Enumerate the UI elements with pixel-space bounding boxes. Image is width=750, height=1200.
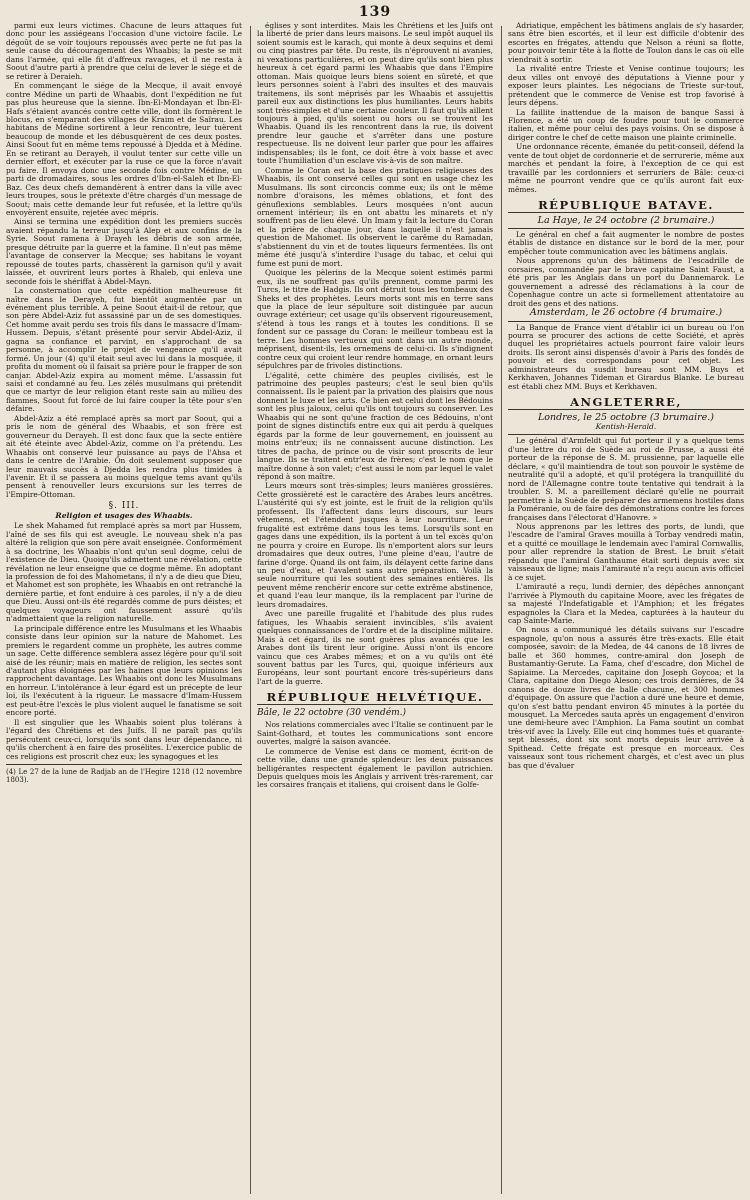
- paragraph: Nos relations commerciales avec l'Italie se continuent par le Saint-Gothard, et toutes les communications sont encore ouvertes, malgré la saison avancée.: [257, 720, 493, 747]
- paragraph: La rivalité entre Trieste et Venise continue toujours; les deux villes ont envoyé des députations à Vienne pour y exposer leurs plaintes. Les négocians de Trieste sur-tout, prétendent que le commerce de Venise est trop favorisé à leurs dépens.: [508, 64, 744, 108]
- paragraph: La faillite inattendue de la maison de banque Sassi à Florence, a été un coup de foudre pour tout le commerce italien, et même pour celui des pays voisins. On se dispose à diriger contre le chef de cette maison une plainte criminelle.: [508, 107, 744, 142]
- paragraph: Avec une pareille frugalité et l'habitude des plus rudes fatigues, les Whaabis seraient invincibles, s'ils avaient quelques connaissances de l'ordre et de la discipline militaire. Mais à cet égard, ils ne sont guères plus avancés que les Arabes dont ils tirent leur origine. Aussi n'ont ils encore vaincu que ces Arabes mêmes; et on a vu qu'ils ont été souvent battus par les Turcs, qui, quoique inférieurs aux Européans, leur sont pourtant encore très-supérieurs dans l'art de la guerre.: [257, 609, 493, 686]
- paragraph: Adriatique, empêchent les bâtimens anglais de s'y hasarder, sans être bien escortés, et il leur est difficile d'obtenir des escortes en frégates, attendu que Nelson a réuni sa flotte, pour pouvoir tenir tête à la flotte de Toulon dans le cas où elle viendrait à sortir.: [508, 22, 744, 64]
- footnote: (4) Le 27 de la lune de Radjab an de l'Hegire 1218 (12 novembre 1803).: [6, 767, 242, 785]
- dateline: Bâle, le 22 octobre (30 vendém.): [257, 707, 407, 718]
- paragraph: Abdel-Aziz a été remplacé après sa mort par Soout, qui a pris le nom de général des Whaabis, et son frère est gouverneur du Derayeh. Il est donc faux que la secte entière ait été éteinte avec Abdel-Aziz, comme on l'a prétendu. Les Whaabis ont conservé leur puissance au pays de l'Ahsa et dans le centre de l'Arabie. On doit seulement supposer que leur mauvais succès à Djedda les rendra plus timides à l'avenir. Et il se passera au moins quelque tems avant qu'ils pensent à renouveller leurs excursions sur les terres de l'Empire-Ottoman.: [6, 413, 242, 499]
- column-middle: [257, 22, 493, 1194]
- paragraph: L'égalité, cette chimère des peuples civilisés, est le patrimoine des peuples pasteurs; c'est le seul bien qu'ils connaissent. Ils le paient par la privation des plaisirs que nous donnent le luxe et les arts. Ce bien est celui dont les Bédouins sont les plus jaloux, celui qu'ils ont toujours su conserver. Les Whaabis qui ne sont qu'une fraction de ces Bédouins, n'ont point de signes distinctifs entre eux qui ait perdu à quelques égards par la forme de leur gouvernement, en jouissent au moins entr'eux; ils ne connaissent aucune distinction. Les titres de pacha, de prince ou de visir sont proscrits de leur langue. Ils se traitent entr'eux de frères; c'est le nom que le maître donne à son valet; c'est aussi le nom par lequel le valet répond à son maître.: [257, 370, 493, 482]
- paragraph: Le commerce de Venise est dans ce moment, écrit-on de cette ville, dans une grande splendeur: les deux puissances belligérantes respectent également le pavillon autrichien. Depuis quelques mois les Anglais y arrivent très-rarement, car les corsaires français et italiens, qui croisent dans le Golfe-: [257, 746, 493, 790]
- footnote-rule: [6, 764, 242, 765]
- paragraph: On nous a communiqué les détails suivans sur l'escadre espagnole, qu'on nous a assurés être très-exacts. Elle était composée, savoir: de la Medea, de 44 canons de 18 livres de balle et 360 hommes, contre-amiral don Joseph de Bustamantiy-Gerute. La Fama, chef d'escadre, don Michel de Sapiaime. La Mercedes, capitaine don Joseph Goycoa; et la Clara, capitaine don Diego Aleson; ces trois dernières, de 34 canons de douze livres de balle chacune, et 300 hommes d'équipage. On assure que l'action a duré une heure et demie, qu'on s'est battu pendant environ 45 minutes à la portée du mousquet. La Mercedes sauta après un engagement d'environ une demi-heure avec l'Amphion. La Fama soutint un combat très-vif avec la Lively. Elle eut cinq hommes tués et quarante-sept blessés, dont six sont morts depuis leur arrivée à Spithead. Cette frégate est presque en morceaux. Ces vaisseaux sont tous richement chargés, et c'est avec un plus bas que d'évaluer: [508, 625, 744, 770]
- paragraph: églises y sont interdites. Mais les Chrétiens et les Juifs ont la liberté de prier dans leurs maisons. Le seul impôt auquel ils soient soumis est le karach, qui monte à deux sequins et demi ou cinq piastres par tête. Du reste, ils n'éprouvent ni avanies, ni vexations particulières, et on peut dire qu'ils sont bien plus heureux à cet égard parmi les Whaabis que dans l'Empire ottoman. Mais quoique leurs biens soient en sûreté, et que leurs personnes soient à l'abri des insultes et des mauvais traitemens, ils sont méprisés par les Whaabis et assujettis pareil eux aux distinctions les plus humiliantes. Leurs habits sont très-simples et d'une certaine couleur. Il faut qu'ils aillent toujours à pied, qu'ils soient ou hors ou se trouvent les Whaabis. Quand ils les rencontrent dans la rue, ils doivent prendre leur gauche et s'arrêter dans une posture respectueuse. Ils ne doivent leur parler que pour les affaires indispensables; ils le font, ce doit être à voix basse et avec toute l'humiliation d'un esclave vis-à-vis de son maître.: [257, 22, 493, 166]
- paragraph: Le général en chef a fait augmenter le nombre de postes établis de distance en distance sur le bord de la mer, pour empêcher toute communication avec les bâtimens anglais.: [508, 229, 744, 256]
- country-heading-angleterre: ANGLETERRE,: [508, 396, 744, 409]
- page-number: 139: [358, 4, 392, 20]
- paragraph: Le général d'Armfeldt qui fut porteur il y a quelque tems d'une lettre du roi de Suède au roi de Prusse, a aussi été porteur de la réponse de S. M. prussienne, par laquelle elle déclare, « qu'il maintiendra de tout son pouvoir le système de neutralité qu'il a adopté, et qu'il protégera la tranquillité du nord de l'Allemagne contre toute tentative qui tendrait à la troubler. S. M. a pareillement déclaré qu'elle ne pourrait permettre à la Suède de préparer des armemens hostiles dans la Poméranie, ou de faire des démonstrations contre les forces françaises dans l'électorat d'Hanovre. »: [508, 436, 744, 522]
- paragraph: Nous apprenons qu'un des bâtimens de l'escadrille de corsaires, commandée par le brave capitaine Saint Faust, a été pris par les Anglais dans un port du Dannemarck. Le gouvernement a adressé des réclamations à la cour de Copenhague contre un acte si formellement attentatoire au droit des gens et des nations.: [508, 256, 744, 308]
- divider: [508, 321, 744, 322]
- paragraph: En commençant le siége de la Mecque, il avait envoyé contre Médine un parti de Whaabis, dont l'expédition ne fut pas plus heureuse que la sienne. Ibn-El-Mondayan et Ibn-El-Hafs s'étaient avancés contre cette ville, dont ils formèrent le blocus, en s'emparant des villages de Kraim et de Saïrau. Les habitans de Médine sortirent à leur rencontre, leur tuèrent beaucoup de monde et les débusquèrent de ces deux postes. Ainsi Soout fut en même tems repoussé à Djedda et à Médine. En se retirant au Derayeh, il voulut tenter sur cette ville un dernier effort, et exécuter par la ruse ce que la force n'avait pu faire. Il envoya donc une seconde fois contre Médine, un parti de dromadaires, sous les ordres d'Ibn-el-Saleh et Ibn-El-Baz. Ces deux chefs demandèrent à entrer dans la ville avec leurs troupes, sous le prétexte d'être chargés d'un message de Soout; mais cette demande leur fut refusée, et la lettre qu'ils envoyèrent ensuite, rejetée avec mépris.: [6, 81, 242, 217]
- paragraph: Ainsi se termina une expédition dont les premiers succès avaient répandu la terreur jusqu'à Alep et aux confins de la Syrie. Soout ramena à Drayeh les débris de son armée, presque détruite par la guerre et la famine. Il n'eut pas même l'avantage de conserver la Mecque; ses habitans le voyant repoussé de toutes parts, chassèrent la garnison qu'il y avait laissée, et ouvrirent leurs portes à Rhaleb, qui enleva une seconde fois le shériffat à Abdel-Mayn.: [6, 217, 242, 286]
- column-left: [6, 22, 242, 1194]
- paragraph: Quoique les pèlerins de la Mecque soient estimés parmi eux, ils ne souffrent pas qu'ils prennent, comme parmi les Turcs, le titre de Hadgis. Ils ont détruit tous les tombeaux des Sheks et des prophètes. Leurs morts sont mis en terre sans que la place de leur sépulture soit distinguée par aucun ouvrage extérieur; cet usage qu'ils observent rigoureusement, s'étend à tous les rangs et à toutes les conditions. Il se fondent sur ce passage du Coran: le meilleur tombeau est la terre. Les hommes vertueux qui sont dans un autre monde, méprisent, disent-ils, les ornemens de celui-ci. Ils s'indignent contre ceux qui croient leur rendre hommage, en ornant leurs sépulchres par de frivoles distinctions.: [257, 268, 493, 371]
- dateline: La Haye, le 24 octobre (2 brumaire.): [537, 214, 715, 226]
- dateline: Londres, le 25 octobre (3 brumaire.): [537, 411, 715, 423]
- paragraph: L'amirauté a reçu, lundi dernier, des dépêches annonçant l'arrivée à Plymouth du capitaine Moore, avec les frégates de sa majesté l'Indefatigable et l'Amphion; et les frégates espagnoles la Clara et la Medea, capturées à la hauteur du cap Sainte-Marie.: [508, 582, 744, 625]
- source-name: Kentish-Herald.: [595, 422, 657, 432]
- dateline: Amsterdam, le 26 octobre (4 brumaire.): [529, 307, 723, 319]
- paragraph: Le shek Mahamed fut remplacé après sa mort par Hussem, l'aîné de ses fils qui est aveugle. Le nouveau shek n'a pas altéré la religion que son père avait enseignée. Conformément à sa doctrine, les Whaabis n'ont qu'un seul dogme, celui de l'existence de Dieu. Quoiqu'ils admettent une révélation, cette révélation ne leur enseigne que ce dogme même. En adoptant la profession de foi des Mahometans, il n'y a de dieu que Dieu, et Mahomet est son prophète, les Whaabis en ont retranché la dernière partie, et font enduire à ces paroles, il n'y a de dieu que Dieu. Aussi ont-ils été regardés comme de purs déistes; et quelques voyageurs ont faussement assuré qu'ils n'admettaient que la religion naturelle.: [6, 521, 242, 624]
- section-heading: §. III.: [108, 501, 140, 512]
- paragraph: La Banque de France vient d'établir ici un bureau où l'on pourra se procurer des actions de cette Société, et après duquel les propriétaires actuels pourront faire valoir leurs droits. Ils seront ainsi dispensés d'avoir à Paris des fondés de pouvoir et des correspondans pour cet objet. Les administrateurs du susdit bureau sont MM. Buys et Kerkhaven, Johannes Tideman et Girardus Blanke. Le bureau est établi chez MM. Buys et Kerkhaven.: [508, 322, 744, 391]
- paragraph: La consternation que cette expédition malheureuse fit naître dans le Derayeh, fut bientôt augmentée par un événement plus terrible. A peine Soout était-il de retour, que son père Abdel-Aziz fut assassiné par un de ses domestiques. Cet homme avait perdu ses trois fils dans le massacre d'Imam-Hussem. Depuis, s'étant présenté pour servir Abdel-Aziz, il gagna sa confiance et parvint, en s'approchant de sa personne, à accomplir le projet de vengeance qu'il avait formé. Un jour (4) qu'il était seul avec lui dans la mosquée, il profita du moment où il faisait sa prière pour le frapper de son canjar. Abdel-Aziz expira au moment même. L'assassin fut saisi et condamné au feu. Les zélés musulmans qui prétendit que ce martyr de leur religion étant reste sain au milieu des flammes, Soout fut forcé de lui faire couper la tête pour s'en défaire.: [6, 286, 242, 414]
- paragraph: Nous apprenons par les lettres des ports, de lundi, que l'escadre de l'amiral Graves mouilla à Torbay vendredi matin, et a quitté ce mouillage le lendemain avec l'amiral Cornwallis, pour aller reprendre la station de Brest. Le bruit s'était répandu que l'amiral Ganthaume était sorti depuis avec six vaisseaux de ligne; mais l'amirauté n'a reçu aucun avis officiel à ce sujet.: [508, 522, 744, 582]
- paragraph: Il est singulier que les Whaabis soient plus tolérans à l'égard des Chrétiens et des Juifs. Il ne paraît pas qu'ils persécutent ceux-ci, lorsqu'ils sont dans leur dépendance, ni qu'ils cherchent à en faire des prosélites. L'exercice public de ces religions est proscrit chez eux; les synagogues et les: [6, 717, 242, 761]
- divider: [508, 228, 744, 229]
- section-subtitle: Religion et usages des Whaabis.: [55, 510, 193, 520]
- divider: [508, 434, 744, 435]
- paragraph: La principale différence entre les Musulmans et les Whaabis consiste dans leur opinion sur la nature de Mahomet. Les premiers le regardent comme un prophète, les autres comme un sage. Cette différence semblera assez légère pour qu'il soit aisé de les réunir; mais en matière de religion, les sectes sont d'autant plus éloignées par les haines que leurs opinions les rapprochent davantage. Les Whaabis ont donc les Musulmans en horreur. L'intolérance à leur égard est un précepte de leur loi, ils l'exécutent à la rigueur. Le massacre d'Imam-Hussem est peut-être l'excès le plus violent auquel le fanatisme se soit encore porté.: [6, 623, 242, 718]
- country-heading-batave: RÉPUBLIQUE BATAVE.: [508, 199, 744, 212]
- paragraph: Une ordonnance récente, émanée du petit-conseil, défend la vente de tout objet de cordonnerie et de serrurerie, même aux marchés et pendant la foire, à l'exception de ce qui est travaillé par les cordonniers et serruriers de Bâle: ceux-ci même ne pourront vendre que ce qu'ils auront fait eux-mêmes.: [508, 142, 744, 194]
- paragraph: parmi eux leurs victimes. Chacune de leurs attaques fut donc pour les assiégeans l'occasion d'une victoire facile. Le dégoût de se voir toujours repoussés avec perte ne fut pas la seule cause du découragement des Whaabis; la peste se mit dans l'armée, qui elle fit d'affreux ravages, et il ne resta à Soout d'autre parti à prendre que celui de lever le siége et de se retirer à Deraieh.: [6, 22, 242, 81]
- paragraph: Comme le Coran est la base des pratiques religieuses des Whaabis, ils ont conservé celles qui sont en usage chez les Musulmans. Ils sont circoncis comme eux; ils ont le même nombre d'oraisons, les mêmes oblations, et font des génuflexions semblables. Leurs mosquées n'ont aucun ornement intérieur; ils en ont abattu les minarets et n'y souffrent pas de lieu élevé. Un Imam y fait la lecture du Coran et la prière de chaque jour, dans laquelle il n'est jamais question de Mahomet. Ils observent le carême du Ramadan, s'abstiennent du vin et de toutes liqueurs fermentées. Ils ont même été jusqu'à s'interdire l'usage du tabac, et celui qui fume est puni de mort.: [257, 165, 493, 268]
- column-rule: [501, 26, 502, 1194]
- column-right: [508, 22, 744, 1194]
- country-heading-helvetique: RÉPUBLIQUE HELVÉTIQUE.: [257, 691, 493, 704]
- paragraph: Leurs mœurs sont très-simples; leurs manières grossières. Cette grossièreté est le caractère des Arabes leurs ancêtres. L'austérité qui s'y est jointe, est le fruit de la religion qu'ils professent. Ils l'affectent dans leurs discours, sur leurs vêtemens, et l'étendent jusques à leur nourriture. Leur frugalité est extrême dans tous les tems. Lorsqu'ils sont en gages dans une expédition, ils la portent à un tel excès qu'on ne pourra y croire en Europe. Ils n'emportent alors sur leurs dromadaires que deux outres, l'une pleine d'eau, l'autre de farine d'orge. Quand ils ont faim, ils délayent cette farine dans un peu d'eau, et l'avalent sans autre préparation. Voilà la seule nourriture qui les soutient des semaines entières. Ils peuvent même renchérir encore sur cette extrême abstinence, et quand l'eau leur manque, ils la remplacent par l'urine de leurs dromadaires.: [257, 481, 493, 609]
- column-rule: [250, 26, 251, 1194]
